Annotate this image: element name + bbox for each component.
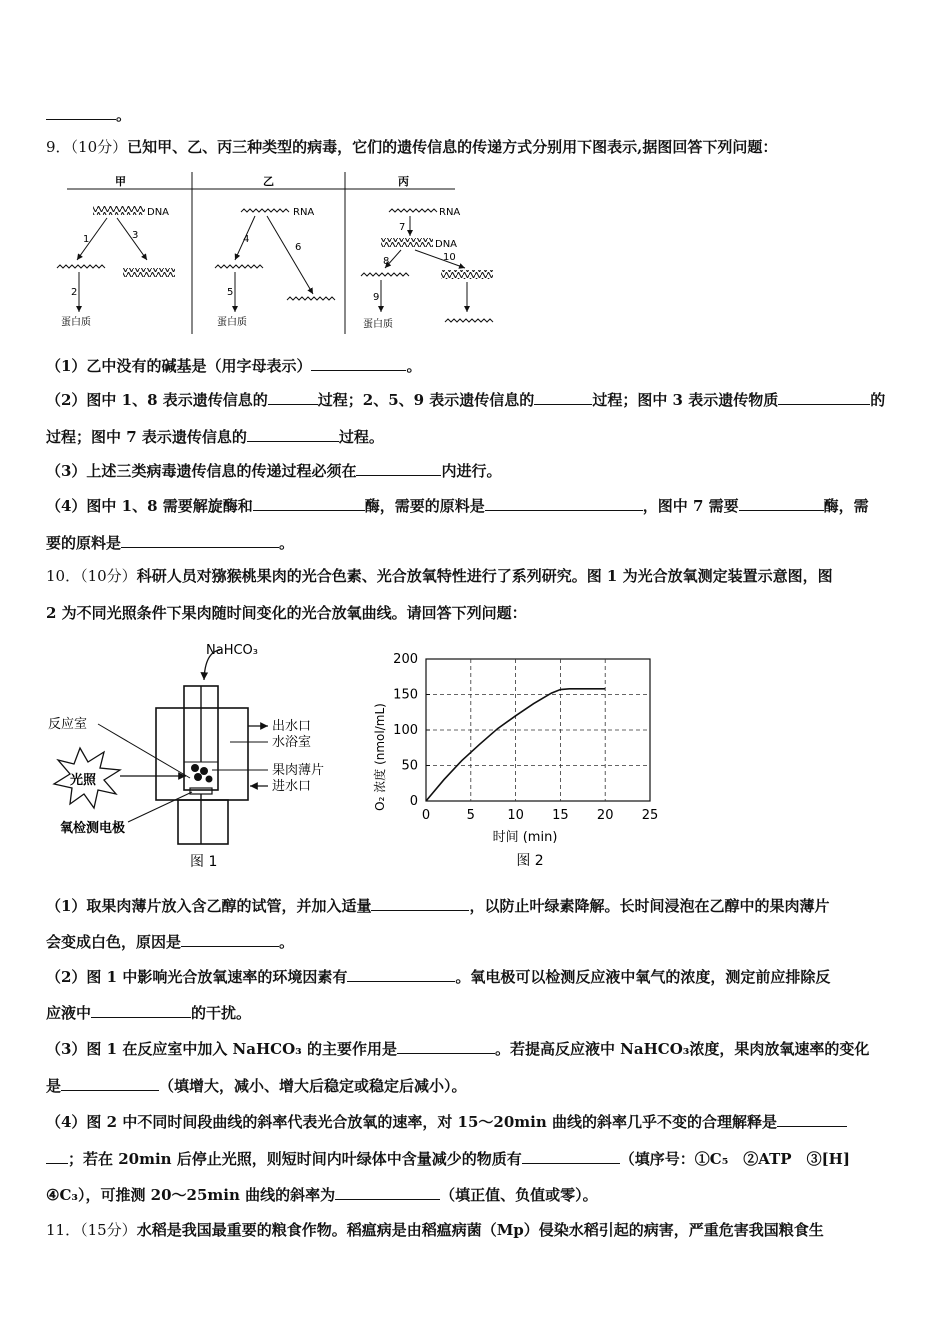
dna-label: DNA bbox=[147, 207, 170, 218]
fruit-slice bbox=[206, 776, 213, 783]
answer-blank[interactable] bbox=[268, 389, 318, 405]
svg-text:蛋白质: 蛋白质 bbox=[363, 319, 393, 330]
fruit-slice bbox=[194, 773, 202, 781]
y-tick-label: 0 bbox=[409, 794, 418, 809]
col-bing: 丙 bbox=[398, 175, 409, 188]
dna-strand bbox=[93, 206, 145, 215]
rna-strand bbox=[241, 209, 289, 212]
mrna-strand bbox=[57, 265, 105, 268]
y-tick-label: 200 bbox=[393, 652, 418, 667]
y-axis-label: O₂ 浓度 (nmol/mL) bbox=[373, 703, 387, 811]
q9-diagram bbox=[55, 170, 505, 338]
answer-blank[interactable] bbox=[253, 495, 365, 511]
q9-part2: （2）图中 1、8 表示遗传信息的 过程；2、5、9 表示遗传信息的 过程；图中 3 表示遗传物质 的 bbox=[46, 391, 886, 409]
svg-text:8: 8 bbox=[383, 256, 390, 267]
answer-blank[interactable] bbox=[91, 1002, 191, 1018]
answer-blank[interactable] bbox=[397, 1038, 495, 1054]
q10-part1: （1）取果肉薄片放入含乙醇的试管，并加入适量 ，以防止叶绿素降解。长时间浸泡在乙醇中的果肉薄片 bbox=[46, 897, 830, 915]
x-tick-label: 0 bbox=[421, 808, 431, 823]
answer-blank[interactable] bbox=[777, 1111, 847, 1127]
svg-text:9: 9 bbox=[373, 292, 380, 303]
answer-blank[interactable] bbox=[121, 532, 279, 548]
q10-part1-cont: 会变成白色，原因是 。 bbox=[46, 933, 295, 951]
protein-label: 蛋白质 bbox=[61, 317, 91, 328]
svg-text:5: 5 bbox=[227, 287, 234, 298]
question-number: 9．（10分） bbox=[46, 138, 128, 156]
answer-blank[interactable] bbox=[778, 389, 870, 405]
q9-part4-cont: 要的原料是 。 bbox=[46, 534, 295, 552]
answer-blank[interactable] bbox=[247, 426, 339, 442]
figure-1-apparatus bbox=[40, 640, 360, 872]
q10-part3: （3）图 1 在反应室中加入 NaHCO₃ 的主要作用是 。若提高反应液中 NaHCO₃浓度，果肉放氧速率的变化 bbox=[46, 1040, 870, 1058]
q9-part2-cont: 过程；图中 7 表示遗传信息的 过程。 bbox=[46, 428, 384, 446]
y-tick-label: 50 bbox=[401, 758, 418, 774]
slice-label: 果肉薄片 bbox=[272, 763, 325, 778]
figure-2-chart bbox=[350, 645, 680, 875]
q10-part4: （4）图 2 中不同时间段曲线的斜率代表光合放氧的速率，对 15～20min 曲线的斜率几乎不变的合理解释是 bbox=[46, 1111, 906, 1132]
question-number: 11．（15分） bbox=[46, 1221, 137, 1239]
svg-text:蛋白质: 蛋白质 bbox=[217, 317, 247, 328]
x-tick-label: 15 bbox=[552, 808, 569, 823]
answer-blank[interactable] bbox=[61, 1075, 159, 1091]
svg-text:RNA: RNA bbox=[293, 207, 315, 218]
question-10-stem-cont: 2 为不同光照条件下果肉随时间变化的光合放氧曲线。请回答下列问题： bbox=[46, 604, 527, 622]
col-yi: 乙 bbox=[263, 175, 274, 188]
figure-2-caption: 图 2 bbox=[516, 853, 544, 869]
x-tick-label: 5 bbox=[466, 808, 475, 823]
dna-copy bbox=[123, 268, 175, 277]
nahco3-label: NaHCO₃ bbox=[206, 643, 258, 658]
q10-part4-cont2: ④C₃），可推测 20～25min 曲线的斜率为 （填正值、负值或零）。 bbox=[46, 1186, 598, 1204]
svg-text:4: 4 bbox=[243, 234, 250, 245]
question-9-stem: 9．（10分）已知甲、乙、丙三种类型的病毒，它们的遗传信息的传递方式分别用下图表示,据图回答下列问题： bbox=[46, 138, 778, 156]
q10-part4-cont: ；若在 20min 后停止光照，则短时间内叶绿体中含量减少的物质有 （填序号：①C₅ ②ATP ③[H] bbox=[46, 1148, 906, 1169]
x-tick-label: 20 bbox=[596, 808, 614, 823]
answer-blank[interactable] bbox=[347, 966, 455, 982]
bath-label: 水浴室 bbox=[272, 735, 312, 750]
question-10-stem: 10．（10分）科研人员对猕猴桃果肉的光合色素、光合放氧特性进行了系列研究。图 1 为光合放氧测定装置示意图，图 bbox=[46, 567, 833, 585]
svg-text:2: 2 bbox=[71, 287, 78, 298]
svg-text:10: 10 bbox=[443, 252, 456, 263]
answer-blank[interactable] bbox=[311, 355, 406, 371]
svg-text:3: 3 bbox=[132, 230, 139, 241]
inlet-label: 进水口 bbox=[272, 779, 312, 794]
svg-text:RNA: RNA bbox=[439, 207, 461, 218]
answer-blank[interactable] bbox=[335, 1184, 440, 1200]
outlet-label: 出水口 bbox=[272, 719, 312, 734]
answer-blank[interactable] bbox=[371, 895, 469, 911]
y-tick-label: 150 bbox=[393, 687, 418, 703]
electrode-label: 氧检测电极 bbox=[60, 821, 126, 836]
question-11-stem: 11．（15分）水稻是我国最重要的粮食作物。稻瘟病是由稻瘟病菌（Mp）侵染水稻引起的病害，严重危害我国粮食生 bbox=[46, 1221, 824, 1239]
question-number: 10．（10分） bbox=[46, 567, 137, 585]
q9-part4: （4）图中 1、8 需要解旋酶和 酶，需要的原料是 ，图中 7 需要 酶，需 bbox=[46, 497, 869, 515]
svg-text:6: 6 bbox=[295, 242, 302, 253]
q9-part3: （3）上述三类病毒遗传信息的传递过程必须在 内进行。 bbox=[46, 462, 502, 480]
svg-text:7: 7 bbox=[399, 222, 406, 233]
fruit-slice bbox=[191, 764, 199, 772]
prev-question-tail: 。 bbox=[46, 104, 906, 125]
q10-part2-cont: 应液中 的干扰。 bbox=[46, 1004, 252, 1022]
y-tick-label: 100 bbox=[393, 723, 418, 738]
x-axis-label: 时间 (min) bbox=[492, 830, 558, 845]
col-jia: 甲 bbox=[115, 175, 126, 188]
chamber-label: 反应室 bbox=[48, 717, 88, 732]
answer-blank[interactable] bbox=[46, 104, 116, 120]
answer-blank[interactable] bbox=[181, 931, 279, 947]
x-tick-label: 10 bbox=[507, 808, 524, 823]
svg-text:DNA: DNA bbox=[435, 239, 458, 250]
answer-blank[interactable] bbox=[356, 460, 441, 476]
answer-blank[interactable] bbox=[739, 495, 824, 511]
q10-part3-cont: 是 （填增大，减小、增大后稳定或稳定后减小）。 bbox=[46, 1077, 467, 1095]
figure-1-caption: 图 1 bbox=[190, 854, 218, 870]
answer-blank[interactable] bbox=[522, 1148, 620, 1164]
answer-blank[interactable] bbox=[46, 1148, 68, 1164]
light-label: 光照 bbox=[70, 773, 97, 788]
fruit-slice bbox=[200, 767, 208, 775]
x-tick-label: 25 bbox=[641, 808, 659, 823]
answer-blank[interactable] bbox=[534, 389, 592, 405]
q9-part1: （1）乙中没有的碱基是（用字母表示） 。 bbox=[46, 357, 422, 375]
svg-text:1: 1 bbox=[83, 234, 90, 245]
answer-blank[interactable] bbox=[485, 495, 643, 511]
q10-part2: （2）图 1 中影响光合放氧速率的环境因素有 。氧电极可以检测反应液中氧气的浓度，测定前应排除反 bbox=[46, 968, 831, 986]
